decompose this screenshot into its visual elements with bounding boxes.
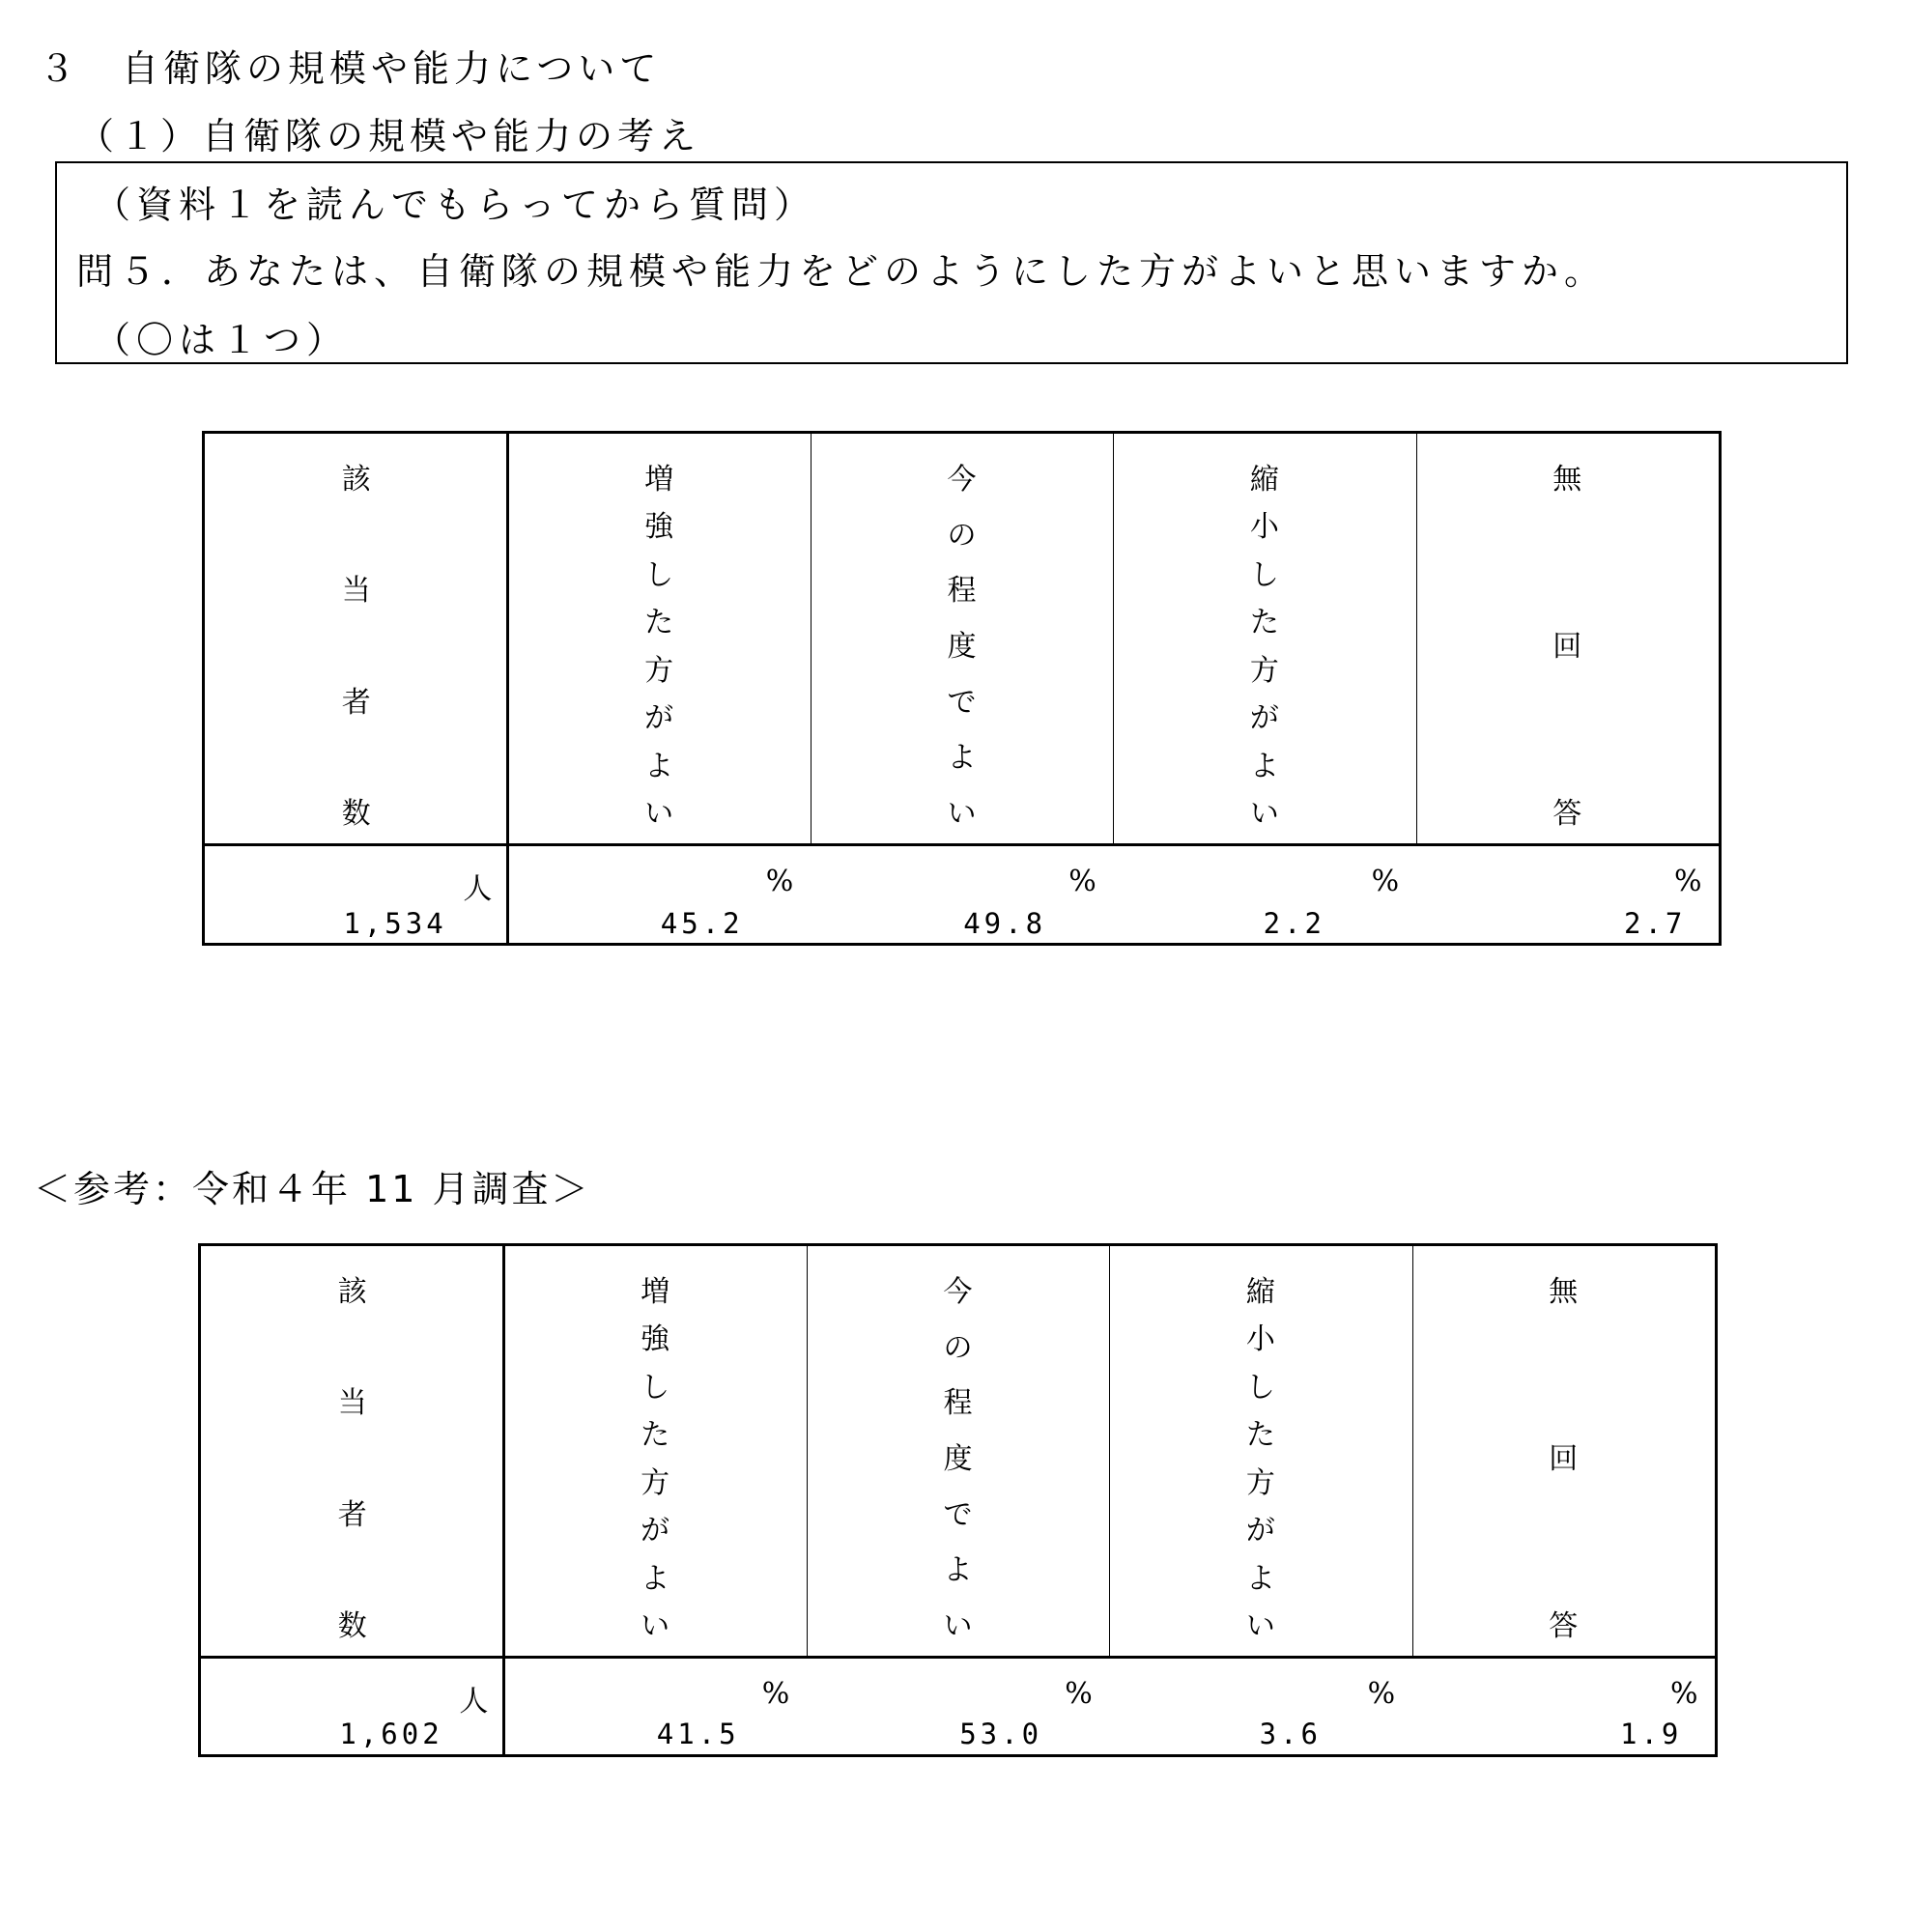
results-table [202, 431, 1722, 946]
header-char: 答 [1552, 797, 1582, 831]
header-char: 程 [947, 574, 977, 609]
header-char: 縮 [1245, 1275, 1275, 1309]
value-reduce: 3.6 [1259, 1718, 1322, 1750]
header-char: い [641, 1609, 670, 1643]
header-char: よ [641, 1561, 670, 1596]
column-header-keep-current [811, 434, 1113, 843]
header-char: 回 [1549, 1442, 1579, 1476]
header-char: の [947, 518, 977, 553]
header-divider [205, 843, 1719, 846]
header-char: た [1245, 1418, 1275, 1453]
header-char: た [1249, 606, 1279, 640]
unit-label-respondent-count: 人 [463, 872, 493, 906]
section-title: ３ 自衛隊の規模や能力について [39, 47, 662, 90]
column-header-keep-current [807, 1246, 1109, 1656]
header-char: 縮 [1249, 463, 1279, 497]
header-char: 今 [947, 463, 977, 497]
unit-label-strengthen: % [765, 865, 794, 898]
column-header-no-answer [1416, 434, 1719, 843]
header-char: が [1249, 701, 1279, 736]
question-preface: （資料１を読んでもらってから質問） [94, 184, 817, 226]
header-char: 当 [337, 1386, 367, 1421]
header-char: い [943, 1609, 973, 1643]
header-char: で [943, 1497, 973, 1532]
value-no-answer: 2.7 [1624, 907, 1687, 940]
header-char: よ [943, 1553, 973, 1588]
header-char: 程 [943, 1386, 973, 1421]
column-header-respondent-count [205, 434, 507, 843]
unit-label-no-answer: % [1674, 865, 1702, 898]
header-char: 者 [337, 1497, 367, 1532]
header-divider [201, 1656, 1715, 1659]
column-header-reduce [1109, 1246, 1411, 1656]
value-reduce: 2.2 [1263, 907, 1325, 940]
header-char: た [644, 606, 674, 640]
header-char: よ [1245, 1561, 1275, 1596]
unit-label-respondent-count: 人 [459, 1685, 489, 1719]
unit-label-reduce: % [1371, 865, 1400, 898]
header-char: 強 [641, 1322, 670, 1357]
header-char: い [947, 797, 977, 831]
header-char: 方 [644, 653, 674, 688]
header-char: し [641, 1370, 670, 1405]
header-char: が [644, 701, 674, 736]
header-char: た [641, 1418, 670, 1453]
header-char: が [641, 1514, 670, 1548]
header-char: 数 [337, 1609, 367, 1643]
value-respondent-count: 1,534 [343, 907, 447, 940]
header-char: い [644, 797, 674, 831]
subsection-title: （１）自衛隊の規模や能力の考え [77, 115, 701, 157]
value-no-answer: 1.9 [1620, 1718, 1683, 1750]
column-header-respondent-count [201, 1246, 503, 1656]
header-char: 小 [1245, 1322, 1275, 1357]
header-char: 回 [1552, 630, 1582, 664]
header-char: 当 [341, 574, 371, 609]
reference-results-table [198, 1243, 1718, 1757]
column-header-reduce [1113, 434, 1415, 843]
header-char: 度 [943, 1442, 973, 1476]
value-keep-current: 49.8 [963, 907, 1047, 940]
header-char: 増 [641, 1275, 670, 1309]
header-char: 強 [644, 510, 674, 545]
header-char: 者 [341, 685, 371, 720]
header-char: い [1245, 1609, 1275, 1643]
question-box [55, 161, 1848, 364]
value-keep-current: 53.0 [959, 1718, 1043, 1750]
header-char: 今 [943, 1275, 973, 1309]
header-char: 答 [1549, 1609, 1579, 1643]
header-char: よ [1249, 749, 1279, 783]
value-respondent-count: 1,602 [339, 1718, 443, 1750]
header-char: 無 [1552, 463, 1582, 497]
question-instruction: （〇は１つ） [94, 319, 350, 361]
header-char: 方 [641, 1465, 670, 1500]
header-char: 方 [1245, 1465, 1275, 1500]
header-char: 該 [341, 463, 371, 497]
header-char: 該 [337, 1275, 367, 1309]
unit-label-keep-current: % [1068, 865, 1096, 898]
column-header-strengthen [503, 1246, 806, 1656]
column-header-no-answer [1412, 1246, 1715, 1656]
question-text: 問５．あなたは、自衛隊の規模や能力をどのようにした方がよいと思いますか。 [76, 250, 1608, 293]
header-char: し [1249, 557, 1279, 592]
reference-title: ＜参考：令和４年 11 月調査＞ [34, 1168, 591, 1210]
header-char: し [1245, 1370, 1275, 1405]
unit-label-reduce: % [1367, 1677, 1396, 1711]
unit-label-strengthen: % [761, 1677, 790, 1711]
header-char: の [943, 1330, 973, 1365]
header-char: よ [947, 741, 977, 776]
header-char: が [1245, 1514, 1275, 1548]
unit-label-keep-current: % [1065, 1677, 1093, 1711]
header-char: よ [644, 749, 674, 783]
header-char: 数 [341, 797, 371, 831]
header-char: 無 [1549, 1275, 1579, 1309]
header-char: 増 [644, 463, 674, 497]
header-char: 度 [947, 630, 977, 664]
header-char: 小 [1249, 510, 1279, 545]
column-header-strengthen [507, 434, 810, 843]
header-char: し [644, 557, 674, 592]
value-strengthen: 41.5 [656, 1718, 740, 1750]
header-char: で [947, 685, 977, 720]
unit-label-no-answer: % [1670, 1677, 1698, 1711]
value-strengthen: 45.2 [660, 907, 744, 940]
header-char: い [1249, 797, 1279, 831]
header-char: 方 [1249, 653, 1279, 688]
